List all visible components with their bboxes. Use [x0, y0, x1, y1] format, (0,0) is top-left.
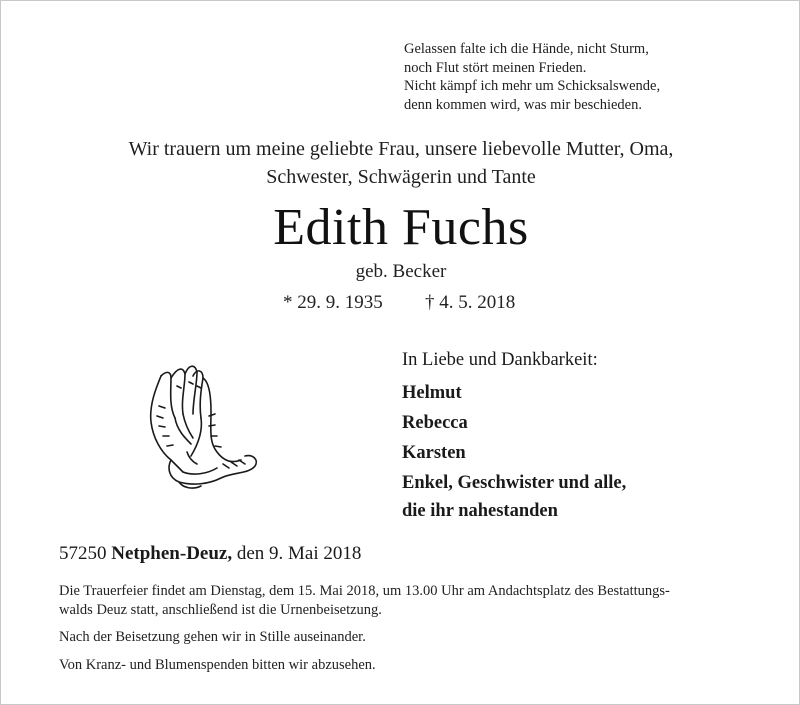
maiden-name: geb. Becker	[355, 261, 447, 282]
death-date: † 4. 5. 2018	[425, 292, 516, 313]
poem-line: denn kommen wird, was mir beschieden.	[404, 96, 642, 113]
praying-hands-icon	[131, 356, 271, 496]
postcode: 57250	[59, 543, 107, 564]
intro-line: Wir trauern um meine geliebte Frau, unsere liebevolle Mutter, Oma,	[128, 138, 674, 160]
funeral-info-line: Die Trauerfeier findet am Dienstag, dem 15. Mai 2018, um 13.00 Uhr am Andachtsplatz des Bestattungs-	[59, 583, 670, 599]
signer-others: Enkel, Geschwister und alle,	[402, 473, 627, 493]
signer-others: die ihr nahestanden	[402, 501, 558, 521]
poem-line: noch Flut stört meinen Frieden.	[404, 59, 587, 76]
intro-line: Schwester, Schwägerin und Tante	[266, 166, 536, 188]
funeral-info	[59, 582, 749, 619]
place-date-line	[59, 541, 361, 567]
birth-date: * 29. 9. 1935	[283, 292, 383, 313]
funeral-notes	[59, 582, 749, 683]
town: Netphen-Deuz,	[111, 543, 233, 564]
after-burial-note: Nach der Beisetzung gehen wir in Stille auseinander.	[59, 629, 366, 645]
signers-block	[402, 346, 762, 524]
signer-name: Rebecca	[402, 413, 468, 433]
poem-line: Nicht kämpf ich mehr um Schicksalswende,	[404, 78, 661, 94]
flowers-note: Von Kranz- und Blumenspenden bitten wir abzusehen.	[59, 656, 376, 673]
signers-lead: In Liebe und Dankbarkeit:	[402, 350, 598, 370]
poem	[404, 40, 704, 114]
deceased-name: Edith Fuchs	[273, 199, 529, 256]
signer-name: Karsten	[402, 443, 466, 463]
signer-name: Helmut	[402, 383, 462, 403]
poem-line: Gelassen falte ich die Hände, nicht Sturm,	[404, 41, 649, 57]
notice-date: den 9. Mai 2018	[236, 543, 362, 564]
mourning-intro	[1, 135, 800, 191]
funeral-info-line: walds Deuz statt, anschließend ist die Urnenbeisetzung.	[59, 601, 382, 618]
